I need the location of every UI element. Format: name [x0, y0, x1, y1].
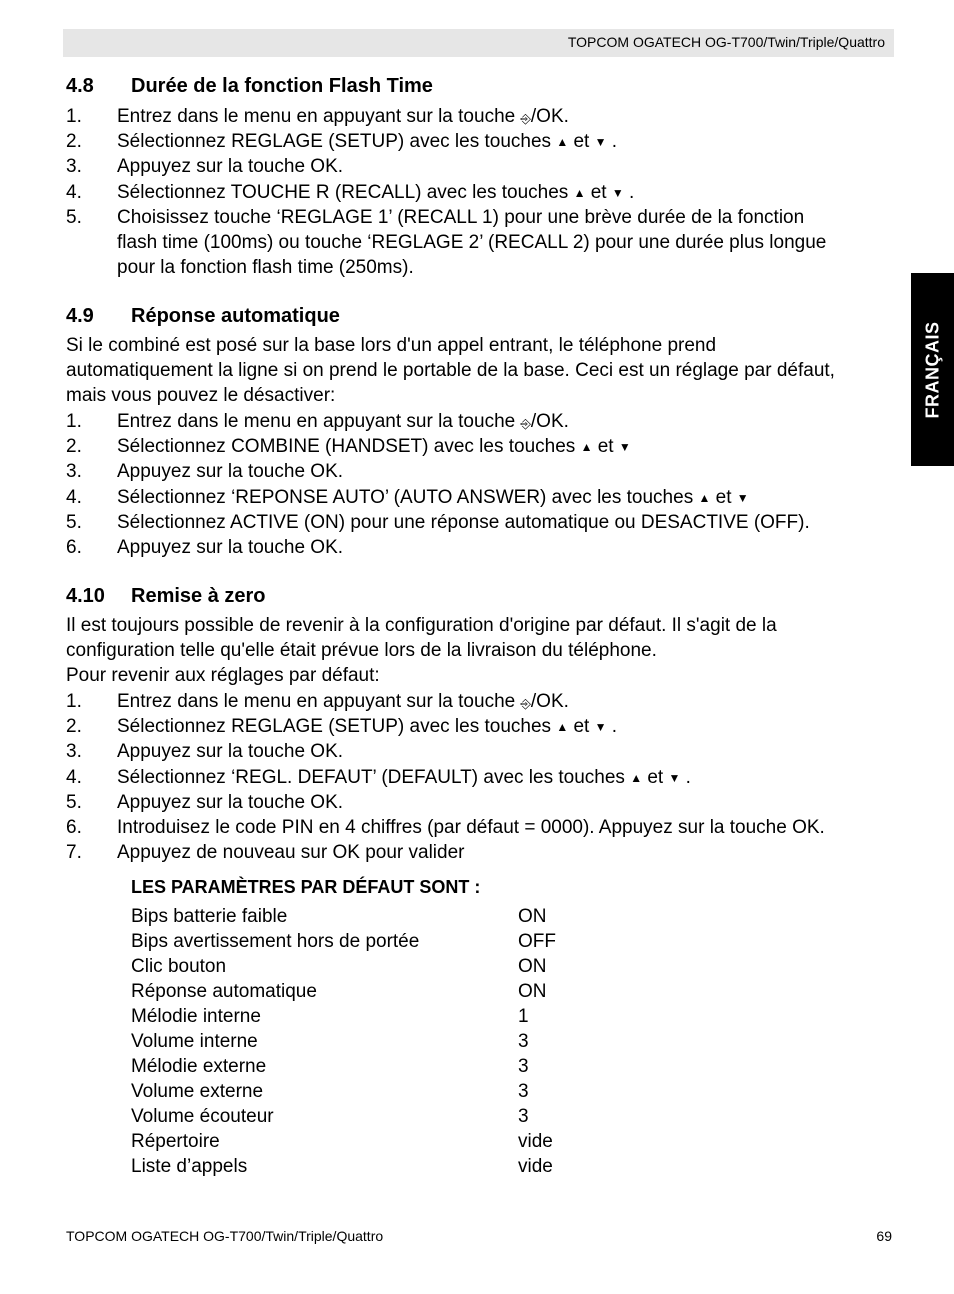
- menu-ok-icon: ⎆: [520, 111, 531, 126]
- setting-value: OFF: [518, 931, 556, 952]
- step-number: 3.: [66, 156, 82, 177]
- language-tab-label: FRANÇAIS: [922, 321, 942, 418]
- section-4-9-heading: [66, 305, 340, 328]
- paragraph-line: Il est toujours possible de revenir à la configuration d'origine par défaut. Il s'agit de la: [66, 615, 777, 636]
- setting-value: ON: [518, 981, 547, 1002]
- step-number: 1.: [66, 411, 82, 432]
- setting-value: vide: [518, 1156, 553, 1177]
- setting-value: 3: [518, 1056, 529, 1077]
- section-4-10-heading: [66, 585, 266, 608]
- step-text: Sélectionnez COMBINE (HANDSET) avec les touches ▲ et ▼: [117, 436, 631, 457]
- step-text: Introduisez le code PIN en 4 chiffres (par défaut = 0000). Appuyez sur la touche OK.: [117, 817, 825, 838]
- section-number: 4.8: [66, 75, 94, 97]
- up-arrow-icon: ▲: [698, 491, 711, 505]
- up-arrow-icon: ▲: [573, 186, 586, 200]
- section-4-8-heading: [66, 75, 433, 98]
- up-arrow-icon: ▲: [580, 440, 593, 454]
- step-number: 3.: [66, 461, 82, 482]
- step-number: 3.: [66, 741, 82, 762]
- paragraph-line: configuration telle qu'elle était prévue lors de la livraison du téléphone.: [66, 640, 657, 661]
- step-number: 4.: [66, 767, 82, 788]
- setting-name: Bips batterie faible: [131, 906, 288, 927]
- step-number: 7.: [66, 842, 82, 863]
- section-title: Remise à zero: [131, 585, 266, 607]
- step-number: 5.: [66, 512, 82, 533]
- page-footer: [66, 1228, 892, 1244]
- language-tab: [911, 273, 954, 466]
- step-text: Sélectionnez ‘REPONSE AUTO’ (AUTO ANSWER) avec les touches ▲ et ▼: [117, 487, 749, 508]
- step-text: Appuyez sur la touche OK.: [117, 461, 344, 482]
- setting-name: Volume interne: [131, 1031, 258, 1052]
- step-text: pour la fonction flash time (250ms).: [117, 257, 414, 278]
- defaults-title: LES PARAMÈTRES PAR DÉFAUT SONT :: [131, 877, 481, 897]
- paragraph-line: automatiquement la ligne si on prend le portable de la base. Ceci est un réglage par défaut,: [66, 360, 835, 381]
- section-number: 4.9: [66, 305, 94, 327]
- paragraph-line: mais vous pouvez le désactiver:: [66, 385, 336, 406]
- step-text: Sélectionnez ACTIVE (ON) pour une réponse automatique ou DESACTIVE (OFF).: [117, 512, 810, 533]
- setting-value: 3: [518, 1031, 529, 1052]
- menu-ok-icon: ⎆: [520, 696, 531, 711]
- step-number: 5.: [66, 792, 82, 813]
- setting-name: Volume externe: [131, 1081, 264, 1102]
- setting-name: Bips avertissement hors de portée: [131, 931, 420, 952]
- setting-value: ON: [518, 956, 547, 977]
- setting-name: Mélodie externe: [131, 1056, 267, 1077]
- step-number: 4.: [66, 487, 82, 508]
- step-number: 2.: [66, 716, 82, 737]
- down-arrow-icon: ▼: [594, 135, 607, 149]
- page-number: 69: [876, 1228, 892, 1244]
- section-title: Durée de la fonction Flash Time: [131, 75, 433, 97]
- step-text: Appuyez de nouveau sur OK pour valider: [117, 842, 465, 863]
- down-arrow-icon: ▼: [736, 491, 749, 505]
- down-arrow-icon: ▼: [611, 186, 624, 200]
- step-text: Choisissez touche ‘REGLAGE 1’ (RECALL 1) pour une brève durée de la fonction: [117, 207, 805, 228]
- step-number: 1.: [66, 106, 82, 127]
- step-number: 2.: [66, 436, 82, 457]
- step-text: Entrez dans le menu en appuyant sur la touche ⎆/OK.: [117, 411, 569, 432]
- setting-value: vide: [518, 1131, 553, 1152]
- setting-value: 3: [518, 1081, 529, 1102]
- setting-value: ON: [518, 906, 547, 927]
- setting-name: Volume écouteur: [131, 1106, 274, 1127]
- step-text: Appuyez sur la touche OK.: [117, 741, 344, 762]
- setting-name: Réponse automatique: [131, 981, 317, 1002]
- setting-name: Mélodie interne: [131, 1006, 261, 1027]
- step-text: Sélectionnez TOUCHE R (RECALL) avec les touches ▲ et ▼ .: [117, 182, 635, 203]
- step-text: Sélectionnez REGLAGE (SETUP) avec les touches ▲ et ▼ .: [117, 716, 618, 737]
- step-text: Entrez dans le menu en appuyant sur la touche ⎆/OK.: [117, 106, 569, 127]
- setting-name: Répertoire: [131, 1131, 220, 1152]
- step-text: Appuyez sur la touche OK.: [117, 537, 344, 558]
- section-number: 4.10: [66, 585, 105, 607]
- section-title: Réponse automatique: [131, 305, 340, 327]
- step-number: 5.: [66, 207, 82, 228]
- step-text: flash time (100ms) ou touche ‘REGLAGE 2’ (RECALL 2) pour une durée plus longue: [117, 232, 827, 253]
- step-text: Appuyez sur la touche OK.: [117, 156, 344, 177]
- step-text: Sélectionnez REGLAGE (SETUP) avec les touches ▲ et ▼ .: [117, 131, 618, 152]
- setting-name: Liste d’appels: [131, 1156, 248, 1177]
- step-text: Appuyez sur la touche OK.: [117, 792, 344, 813]
- setting-name: Clic bouton: [131, 956, 227, 977]
- step-number: 2.: [66, 131, 82, 152]
- setting-value: 3: [518, 1106, 529, 1127]
- paragraph-line: Si le combiné est posé sur la base lors d'un appel entrant, le téléphone prend: [66, 335, 717, 356]
- up-arrow-icon: ▲: [630, 771, 643, 785]
- down-arrow-icon: ▼: [668, 771, 681, 785]
- header-title: TOPCOM OGATECH OG-T700/Twin/Triple/Quattro: [567, 34, 885, 50]
- up-arrow-icon: ▲: [556, 720, 569, 734]
- down-arrow-icon: ▼: [618, 440, 631, 454]
- down-arrow-icon: ▼: [594, 720, 607, 734]
- page-header: [63, 29, 894, 57]
- setting-value: 1: [518, 1006, 529, 1027]
- step-number: 6.: [66, 537, 82, 558]
- footer-title: TOPCOM OGATECH OG-T700/Twin/Triple/Quattro: [66, 1228, 384, 1244]
- paragraph-line: Pour revenir aux réglages par défaut:: [66, 665, 380, 686]
- up-arrow-icon: ▲: [556, 135, 569, 149]
- step-text: Entrez dans le menu en appuyant sur la touche ⎆/OK.: [117, 691, 569, 712]
- step-text: Sélectionnez ‘REGL. DEFAUT’ (DEFAULT) avec les touches ▲ et ▼ .: [117, 767, 691, 788]
- step-number: 6.: [66, 817, 82, 838]
- step-number: 4.: [66, 182, 82, 203]
- step-number: 1.: [66, 691, 82, 712]
- menu-ok-icon: ⎆: [520, 416, 531, 431]
